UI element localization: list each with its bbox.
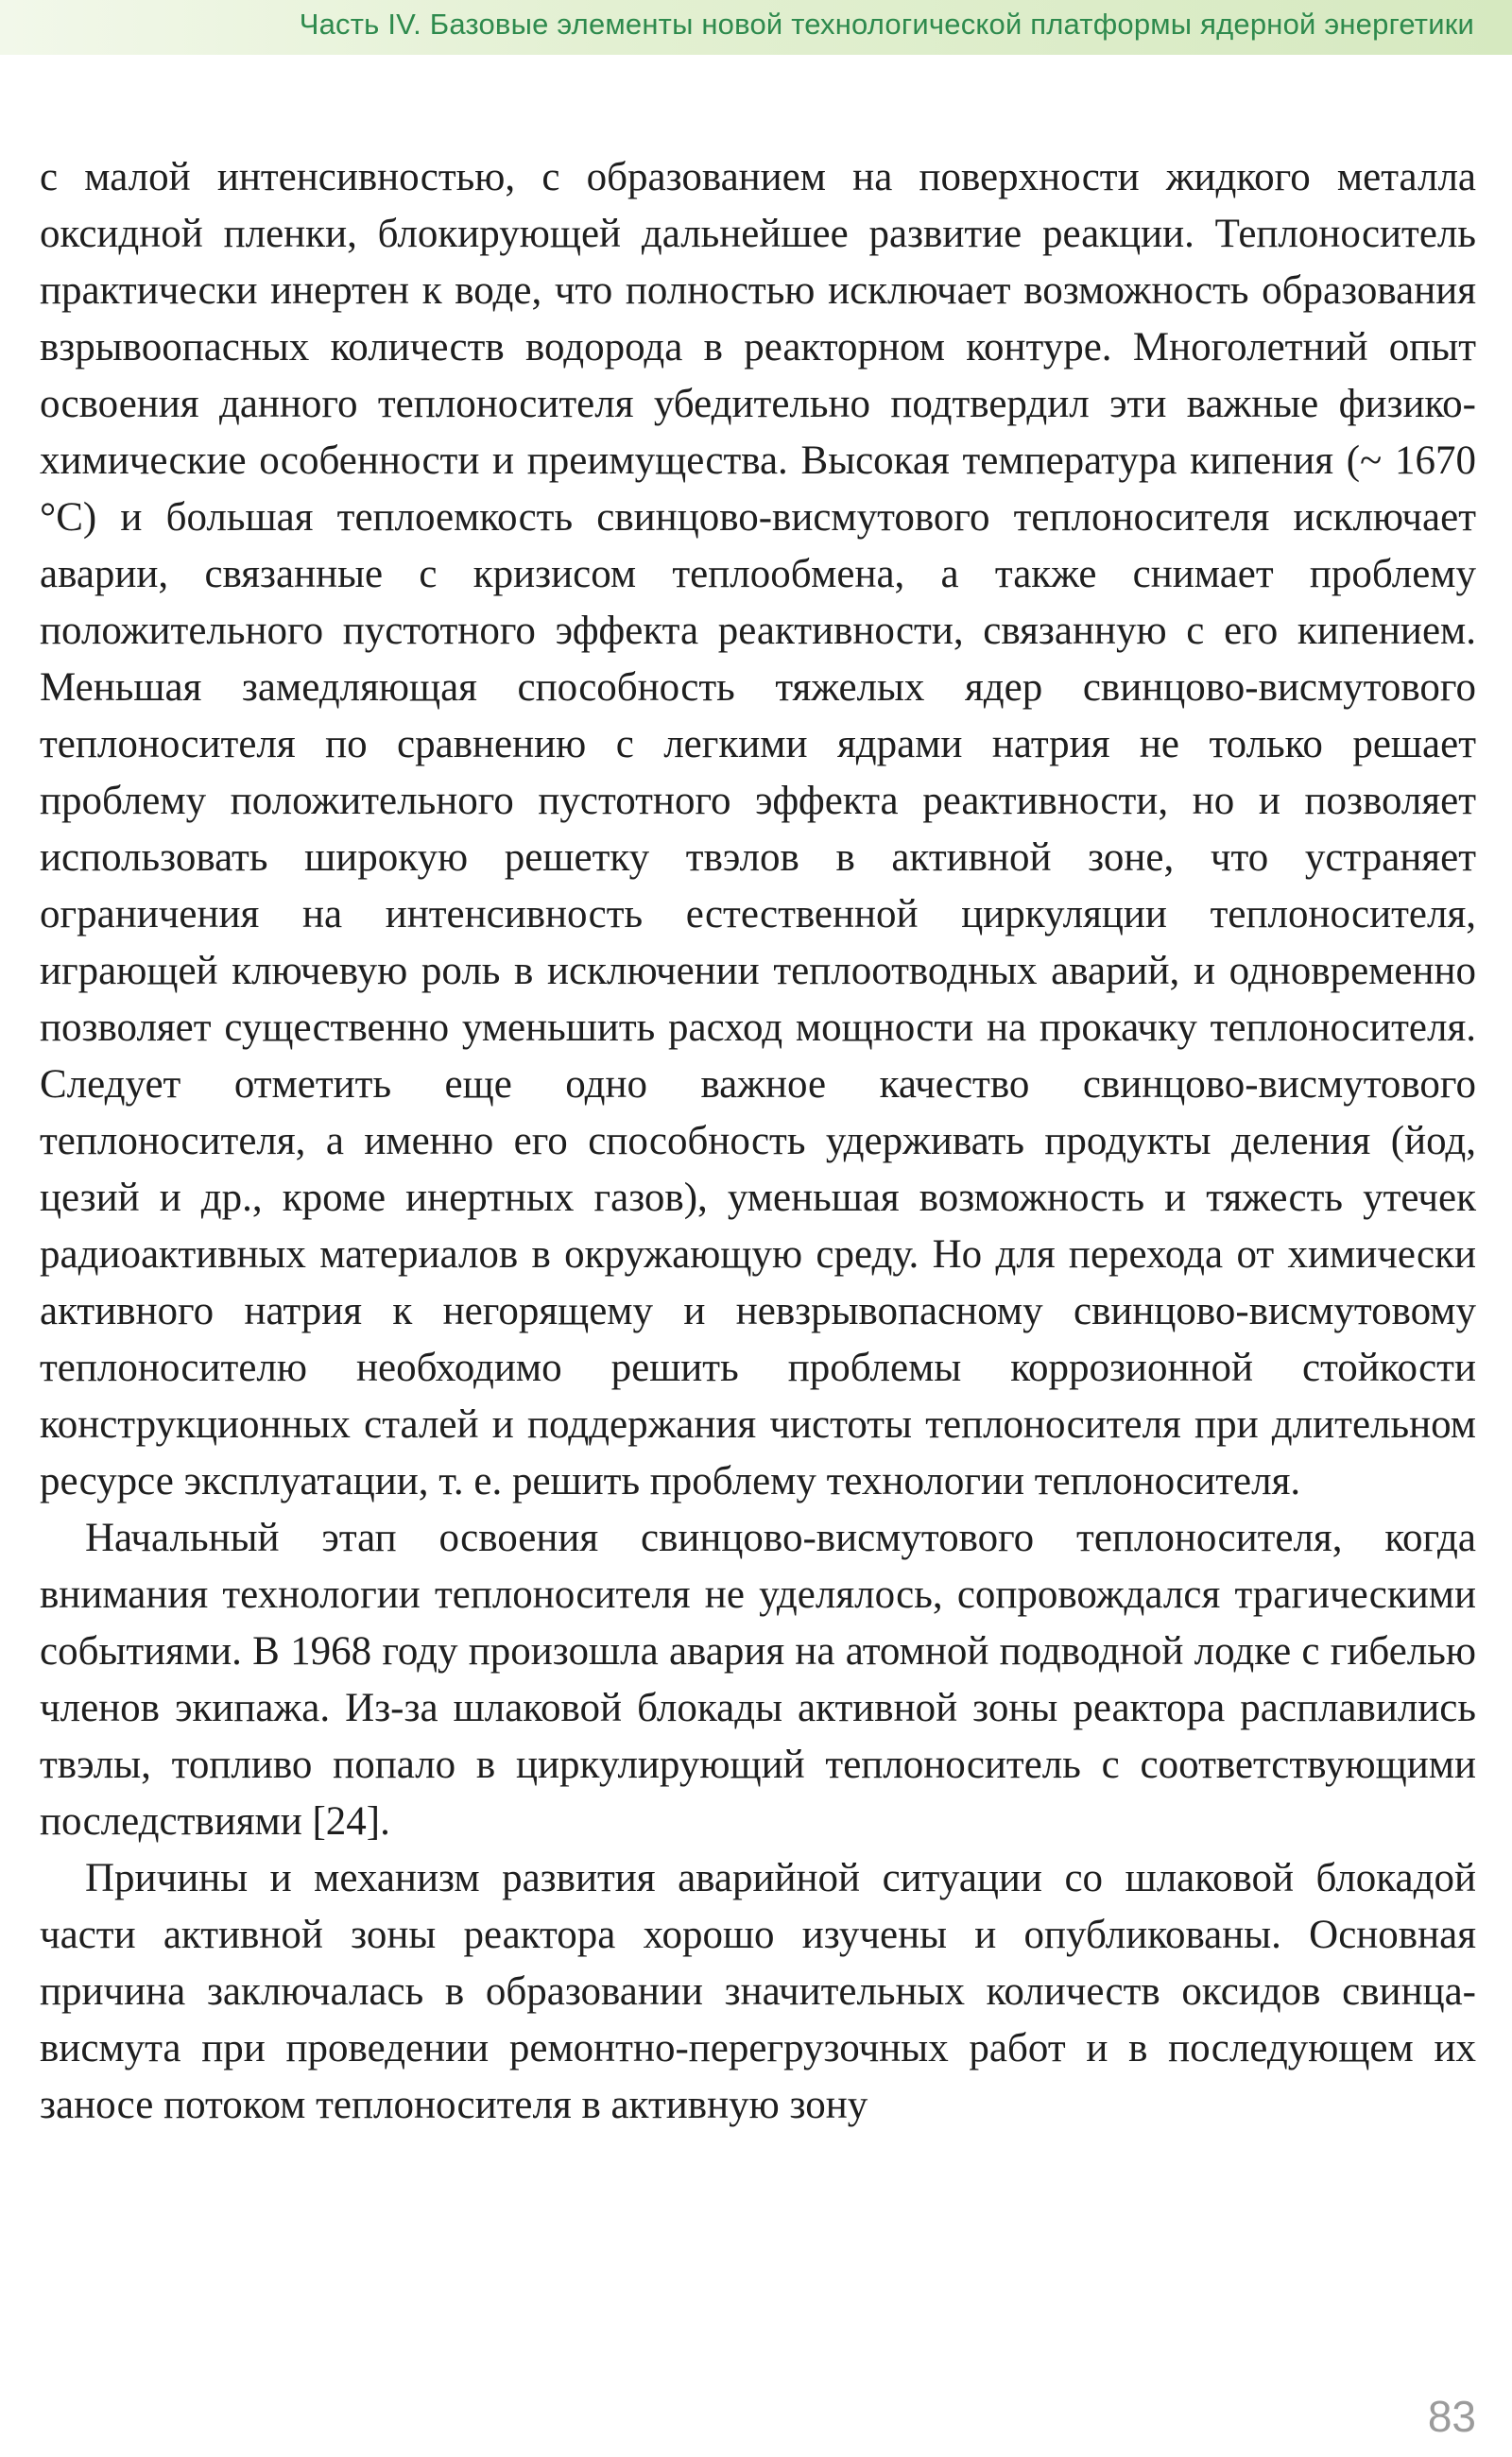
running-header xyxy=(0,0,1512,55)
paragraph-3: Причины и механизм развития аварийной ситуации со шлаковой блокадой части активной зоны реактора хорошо изучены и опубликованы. Основная причина заключалась в образовании значительных количеств оксидов свинца-висмута при проведении ремонтно-перегрузочных работ и в последующем их заносе потоком теплоносителя в активную зону xyxy=(40,1856,1476,2127)
running-title: Часть IV. Базовые элементы новой технологической платформы ядерной энергетики xyxy=(299,8,1474,41)
page-number: 83 xyxy=(1427,2392,1476,2441)
body-text xyxy=(40,149,1476,2134)
paragraph-1: с малой интенсивностью, с образованием на поверхности жидкого металла оксидной пленки, блокирующей дальнейшее развитие реакции. Теплоноситель практически инертен к воде, что полностью исключает возможность образования взрывоопасных количеств водорода в реакторном контуре. Многолетний опыт освоения данного теплоносителя убедительно подтвердил эти важные физико-химические особенности и преимущества. Высокая температура кипения (~ 1670 °C) и большая теплоемкость свинцово-висмутового теплоносителя исключает аварии, связанные с кризисом теплообмена, а также снимает проблему положительного пустотного эффекта реактивности, связанную с его кипением. Меньшая замедляющая способность тяжелых ядер свинцово-висмутового теплоносителя по сравнению с легкими ядрами натрия не только решает проблему положительного пустотного эффекта реактивности, но и позволяет использовать широкую решетку твэлов в активной зоне, что устраняет ограничения на интенсивность естественной циркуляции теплоносителя, играющей ключевую роль в исключении теплоотводных аварий, и одновременно позволяет существенно уменьшить расход мощности на прокачку теплоносителя. Следует отметить еще одно важное качество свинцово-висмутового теплоносителя, а именно его способность удерживать продукты деления (йод, цезий и др., кроме инертных газов), уменьшая возможность и тяжесть утечек радиоактивных материалов в окружающую среду. Но для перехода от химически активного натрия к негорящему и невзрывопасному свинцово-висмутовому теплоносителю необходимо решить проблемы коррозионной стойкости конструкционных сталей и поддержания чистоты теплоносителя при длительном ресурсе эксплуатации, т. е. решить проблему технологии теплоносителя. xyxy=(40,155,1476,1503)
paragraph-2: Начальный этап освоения свинцово-висмутового теплоносителя, когда внимания технологии теплоносителя не уделялось, сопровождался трагическими событиями. В 1968 году произошла авария на атомной подводной лодке с гибелью членов экипажа. Из-за шлаковой блокады активной зоны реактора расплавились твэлы, топливо попало в циркулирующий теплоноситель с соответствующими последствиями [24]. xyxy=(40,1516,1476,1844)
